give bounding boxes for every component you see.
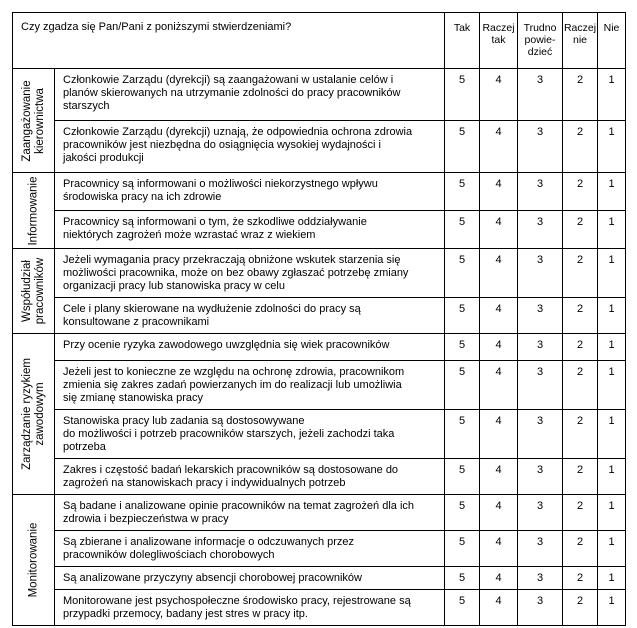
category-label-line: Monitorowanie [27, 522, 39, 598]
scale-value-cell[interactable]: 2 [563, 410, 598, 459]
table-row [13, 495, 626, 531]
scale-value-cell[interactable]: 5 [445, 334, 480, 361]
scale-value-cell[interactable]: 1 [598, 121, 626, 173]
table-row [13, 249, 626, 298]
option-label-line: Tak [453, 22, 471, 34]
scale-value-cell[interactable]: 1 [598, 361, 626, 410]
scale-value-cell[interactable]: 2 [563, 173, 598, 211]
statement-line: Są badane i analizowane opinie pracowników na temat zagrożeń dla ich [63, 500, 415, 512]
scale-value-cell[interactable]: 1 [598, 334, 626, 361]
scale-value-cell[interactable]: 2 [563, 531, 598, 567]
table-row [13, 173, 626, 211]
table-row [13, 121, 626, 173]
scale-value-cell[interactable]: 4 [480, 121, 518, 173]
scale-value-cell[interactable]: 4 [480, 531, 518, 567]
statement-line: Członkowie Zarządu (dyrekcji) są zaangażowani w ustalanie celów i [63, 74, 394, 86]
statement-line: pracowników jest niezbędna do osiągnięcia wysokiej wydajności i [63, 139, 381, 151]
statement-line: organizacji pracy lub stanowiska pracy w celu [63, 280, 285, 292]
option-header-nie [598, 13, 626, 69]
statement-line: Pracownicy są informowani o możliwości niekorzystnego wpływu [63, 178, 378, 190]
statement-text [55, 173, 445, 211]
scale-value-cell[interactable]: 2 [563, 249, 598, 298]
table-row [13, 459, 626, 495]
scale-value-cell[interactable]: 3 [518, 69, 563, 121]
category-label [21, 80, 47, 161]
table-row [13, 410, 626, 459]
statement-line: starszych [63, 100, 110, 112]
statement-line: środowiska pracy na ich zdrowie [63, 191, 222, 203]
scale-value-cell[interactable]: 4 [480, 495, 518, 531]
scale-value-cell[interactable]: 2 [563, 361, 598, 410]
scale-value-cell[interactable]: 3 [518, 211, 563, 249]
statement-line: Monitorowane jest psychospołeczne środowisko pracy, rejestrowane są [63, 595, 411, 607]
option-label-line: Raczej [563, 22, 597, 34]
scale-value-cell[interactable]: 5 [445, 459, 480, 495]
category-cell [13, 173, 55, 249]
scale-value-cell[interactable]: 4 [480, 459, 518, 495]
scale-value-cell[interactable]: 1 [598, 410, 626, 459]
scale-value-cell[interactable]: 5 [445, 211, 480, 249]
scale-value-cell[interactable]: 2 [563, 211, 598, 249]
scale-value-cell[interactable]: 5 [445, 361, 480, 410]
statement-text [55, 121, 445, 173]
statement-line: Są zbierane i analizowane informacje o odczuwanych przez [63, 536, 355, 548]
scale-value-cell[interactable]: 1 [598, 249, 626, 298]
scale-value-cell[interactable]: 4 [480, 211, 518, 249]
option-header-raczej-tak [480, 13, 518, 69]
statement-text [55, 69, 445, 121]
question-text: Czy zgadza się Pan/Pani z poniższymi stwierdzeniami? [13, 13, 445, 69]
category-cell [13, 249, 55, 334]
statement-line: konsultowane z pracownikami [63, 316, 210, 328]
statement-line: zdrowia i bezpieczeństwa w pracy [63, 513, 229, 525]
scale-value-cell[interactable]: 3 [518, 298, 563, 334]
scale-value-cell[interactable]: 3 [518, 567, 563, 590]
scale-value-cell[interactable]: 1 [598, 531, 626, 567]
scale-value-cell[interactable]: 5 [445, 567, 480, 590]
statement-line: Zakres i częstość badań lekarskich pracowników są dostosowane do [63, 464, 399, 476]
scale-value-cell[interactable]: 3 [518, 531, 563, 567]
scale-value-cell[interactable]: 1 [598, 567, 626, 590]
statement-line: pracowników dolegliwościach chorobowych [63, 549, 275, 561]
scale-value-cell[interactable]: 5 [445, 410, 480, 459]
option-header-trudno-powiedziec [518, 13, 563, 69]
statement-text [55, 410, 445, 459]
scale-value-cell[interactable]: 2 [563, 567, 598, 590]
scale-value-cell[interactable]: 3 [518, 121, 563, 173]
statement-line: do możliwości i potrzeb pracowników starszych, jeżeli zachodzi taka [63, 428, 395, 440]
statement-line: możliwości pracownika, może on bez obawy zgłaszać potrzebę zmiany [63, 267, 409, 279]
scale-value-cell[interactable]: 3 [518, 590, 563, 626]
statement-line: Cele i plany skierowane na wydłużenie zdolności do pracy są [63, 303, 361, 315]
scale-value-cell[interactable]: 2 [563, 590, 598, 626]
scale-value-cell[interactable]: 5 [445, 69, 480, 121]
category-label-line: kierownictwa [33, 87, 46, 154]
option-header-raczej-nie [563, 13, 598, 69]
scale-value-cell[interactable]: 1 [598, 69, 626, 121]
statement-line: Pracownicy są informowani o tym, że szkodliwe oddziaływanie [63, 216, 367, 228]
statement-text [55, 590, 445, 626]
scale-value-cell[interactable]: 2 [563, 334, 598, 361]
table-row [13, 211, 626, 249]
scale-value-cell[interactable]: 5 [445, 249, 480, 298]
category-label [21, 258, 47, 324]
scale-value-cell[interactable]: 3 [518, 410, 563, 459]
scale-value-cell[interactable]: 5 [445, 590, 480, 626]
scale-value-cell[interactable]: 1 [598, 590, 626, 626]
scale-value-cell[interactable]: 4 [480, 334, 518, 361]
option-label-line: dzieć [527, 46, 553, 58]
category-label [21, 358, 47, 470]
scale-value-cell[interactable]: 4 [480, 567, 518, 590]
statement-line: Stanowiska pracy lub zadania są dostosowywane [63, 415, 305, 427]
table-row [13, 567, 626, 590]
scale-value-cell[interactable]: 5 [445, 298, 480, 334]
scale-value-cell[interactable]: 1 [598, 459, 626, 495]
table-row [13, 334, 626, 361]
scale-value-cell[interactable]: 3 [518, 459, 563, 495]
category-label-line: Zaangażowanie [20, 79, 33, 162]
scale-value-cell[interactable]: 3 [518, 249, 563, 298]
table-row [13, 590, 626, 626]
category-label [27, 176, 40, 245]
statement-text [55, 249, 445, 298]
statement-text [55, 495, 445, 531]
category-cell [13, 334, 55, 495]
scale-value-cell[interactable]: 4 [480, 249, 518, 298]
scale-value-cell[interactable]: 1 [598, 173, 626, 211]
statement-line: Przy ocenie ryzyka zawodowego uwzględnia się wiek pracowników [63, 339, 390, 351]
option-label-line: Raczej [482, 22, 515, 34]
scale-value-cell[interactable]: 3 [518, 495, 563, 531]
statement-line: zmienia się zakres zadań powierzanych im do realizacji lub umożliwia [63, 379, 402, 391]
statement-line: Są analizowane przyczyny absencji chorobowej pracowników [63, 572, 362, 584]
scale-value-cell[interactable]: 3 [518, 334, 563, 361]
scale-value-cell[interactable]: 2 [563, 459, 598, 495]
scale-value-cell[interactable]: 4 [480, 410, 518, 459]
survey-table [12, 12, 626, 626]
statement-text [55, 298, 445, 334]
statement-text [55, 459, 445, 495]
category-label-line: Współudział [20, 260, 33, 323]
scale-value-cell[interactable]: 4 [480, 590, 518, 626]
category-label-line: zawodowym [33, 382, 46, 446]
scale-value-cell[interactable]: 4 [480, 361, 518, 410]
statement-line: jakości produkcji [63, 152, 144, 164]
scale-value-cell[interactable]: 4 [480, 69, 518, 121]
table-row [13, 69, 626, 121]
statement-line: Jeżeli wymagania pracy przekraczają obniżone wskutek starzenia się [63, 254, 401, 266]
scale-value-cell[interactable]: 2 [563, 121, 598, 173]
option-header-tak [445, 13, 480, 69]
statement-line: Jeżeli jest to konieczne ze względu na ochronę zdrowia, pracownikom [63, 366, 405, 378]
scale-value-cell[interactable]: 1 [598, 298, 626, 334]
statement-text [55, 531, 445, 567]
table-row [13, 298, 626, 334]
statement-text [55, 211, 445, 249]
option-label-line: powie- [524, 34, 556, 46]
scale-value-cell[interactable]: 2 [563, 298, 598, 334]
category-label-line: pracowników [33, 257, 46, 325]
category-label [27, 523, 40, 598]
statement-line: Członkowie Zarządu (dyrekcji) uznają, że odpowiednia ochrona zdrowia [63, 126, 413, 138]
statement-text [55, 567, 445, 590]
option-label-line: nie [573, 34, 588, 46]
scale-value-cell[interactable]: 4 [480, 173, 518, 211]
statement-line: przypadki przemocy, badany jest stres w pracy itp. [63, 608, 308, 620]
scale-value-cell[interactable]: 1 [598, 495, 626, 531]
scale-value-cell[interactable]: 5 [445, 531, 480, 567]
scale-value-cell[interactable]: 4 [480, 298, 518, 334]
statement-line: się zmianę stanowiska pracy [63, 392, 204, 404]
scale-value-cell[interactable]: 5 [445, 173, 480, 211]
option-label-line: Nie [603, 22, 620, 34]
category-cell [13, 69, 55, 173]
option-label-line: Trudno [523, 22, 557, 34]
scale-value-cell[interactable]: 3 [518, 361, 563, 410]
statement-line: niektórych zagrożeń może wzrastać wraz z wiekiem [63, 229, 316, 241]
statement-line: planów skierowanych na utrzymanie zdolności do pracy pracowników [63, 87, 401, 99]
category-label-line: Informowanie [27, 175, 39, 246]
scale-value-cell[interactable]: 5 [445, 121, 480, 173]
statement-text [55, 361, 445, 410]
table-row [13, 361, 626, 410]
statement-text [55, 334, 445, 361]
category-label-line: Zarządzanie ryzykiem [20, 358, 33, 470]
scale-value-cell[interactable]: 3 [518, 173, 563, 211]
statement-line: zagrożeń na stanowiskach pracy i indywidualnych potrzeb [63, 477, 346, 489]
scale-value-cell[interactable]: 1 [598, 211, 626, 249]
scale-value-cell[interactable]: 2 [563, 69, 598, 121]
table-row [13, 531, 626, 567]
statement-line: potrzeba [63, 441, 106, 453]
category-cell [13, 495, 55, 626]
header-row [13, 13, 626, 69]
scale-value-cell[interactable]: 5 [445, 495, 480, 531]
scale-value-cell[interactable]: 2 [563, 495, 598, 531]
option-label-line: tak [491, 34, 506, 46]
